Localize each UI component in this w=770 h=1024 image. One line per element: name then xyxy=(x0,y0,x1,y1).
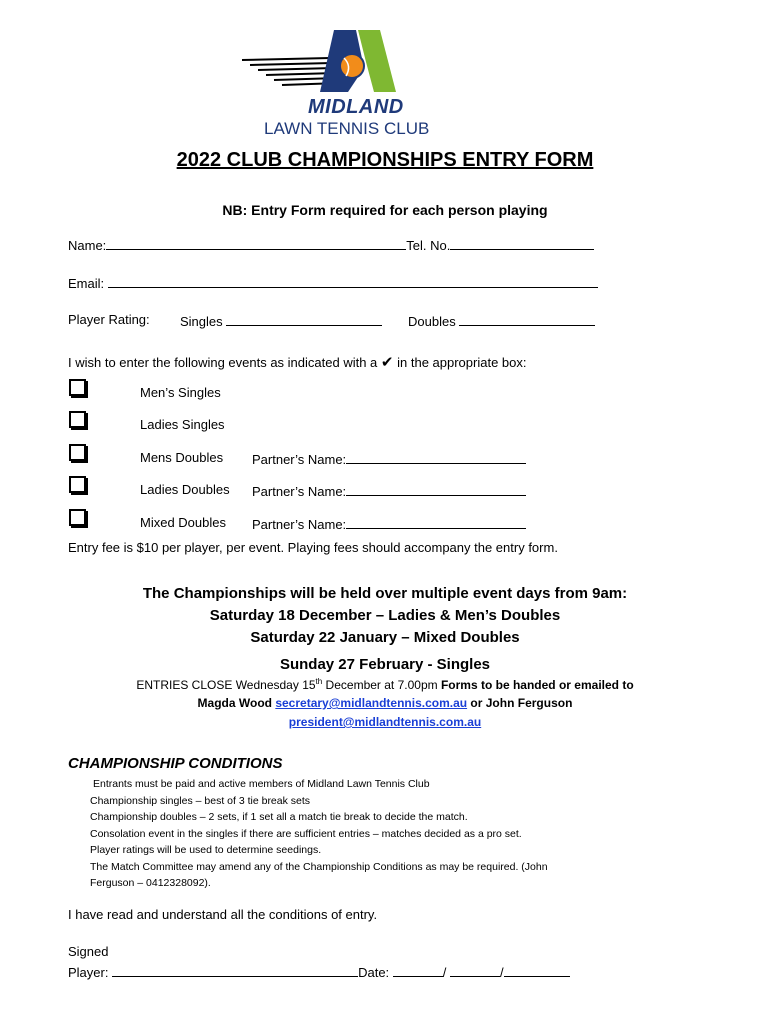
secretary-email-link[interactable]: secretary@midlandtennis.com.au xyxy=(275,696,468,710)
conditions-list xyxy=(90,776,548,892)
signed-label: Signed xyxy=(68,944,109,959)
checkbox-mixed-doubles[interactable] xyxy=(69,509,86,526)
doubles-rating-field[interactable] xyxy=(459,312,595,326)
name-label: Name: xyxy=(68,238,107,253)
partner-label: Partner’s Name: xyxy=(252,517,347,532)
events-intro-suffix: in the appropriate box: xyxy=(397,355,527,370)
singles-rating-field[interactable] xyxy=(226,312,382,326)
condition-item: Entrants must be paid and active members of Midland Lawn Tennis Club xyxy=(93,778,430,790)
singles-rating-label: Singles xyxy=(180,314,223,329)
event-label: Ladies Doubles xyxy=(140,482,230,497)
schedule-day-1: Saturday 18 December – Ladies & Men’s Doubles xyxy=(209,607,561,624)
email-field[interactable] xyxy=(108,274,598,288)
club-subtitle: LAWN TENNIS CLUB xyxy=(264,119,430,138)
email-label: Email: xyxy=(68,276,105,291)
name-field[interactable] xyxy=(106,236,406,250)
date-separator: / xyxy=(500,965,504,980)
condition-item: Championship singles – best of 3 tie break sets xyxy=(90,794,311,807)
event-label: Mens Doubles xyxy=(140,450,224,465)
date-label: Date: xyxy=(358,965,390,980)
partner-name-field[interactable] xyxy=(346,482,526,496)
event-label: Ladies Singles xyxy=(140,417,225,432)
partner-name-field[interactable] xyxy=(346,450,526,464)
doubles-rating-label: Doubles xyxy=(408,314,456,329)
event-label: Mixed Doubles xyxy=(140,515,226,530)
player-signature-field[interactable] xyxy=(112,963,358,977)
condition-item: Ferguson – 0412328092). xyxy=(90,877,211,889)
condition-item: The Match Committee may amend any of the Championship Conditions as may be required. (John xyxy=(90,860,548,873)
partner-label: Partner’s Name: xyxy=(252,484,347,499)
tel-field[interactable] xyxy=(450,236,594,250)
date-separator: / xyxy=(442,965,447,980)
checkmark-icon: ✔ xyxy=(380,354,394,371)
read-conditions-text: I have read and understand all the conditions of entry. xyxy=(68,907,378,922)
conditions-heading: CHAMPIONSHIP CONDITIONS xyxy=(68,755,283,772)
event-label: Men’s Singles xyxy=(140,385,221,400)
entries-close: ENTRIES CLOSE Wednesday 15 xyxy=(136,678,316,692)
player-label: Player: xyxy=(68,965,109,980)
contact-2: or John Ferguson xyxy=(467,696,573,710)
condition-item: Player ratings will be used to determine seedings. xyxy=(90,844,322,856)
events-intro-text: I wish to enter the following events as indicated with a xyxy=(68,355,378,370)
schedule-day-2: Saturday 22 January – Mixed Doubles xyxy=(250,629,520,646)
date-day-field[interactable] xyxy=(393,963,443,977)
contact-1: Magda Wood xyxy=(197,696,276,710)
schedule-day-3: Sunday 27 February - Singles xyxy=(279,656,491,673)
checkbox-ladies-singles[interactable] xyxy=(69,411,86,428)
checkbox-ladies-doubles[interactable] xyxy=(69,476,86,493)
checkbox-mens-singles[interactable] xyxy=(69,379,86,396)
club-logo xyxy=(240,28,460,138)
form-note: NB: Entry Form required for each person playing xyxy=(222,202,548,218)
tel-label: Tel. No. xyxy=(406,238,451,253)
entries-close-suffix: December at 7.00pm xyxy=(322,678,441,692)
form-title: 2022 CLUB CHAMPIONSHIPS ENTRY FORM xyxy=(176,149,594,171)
entry-fee-text: Entry fee is $10 per player, per event. Playing fees should accompany the entry form. xyxy=(68,540,558,555)
entries-close-sup: th xyxy=(315,677,323,686)
condition-item: Championship doubles – 2 sets, if 1 set all a match tie break to decide the match. xyxy=(90,811,468,823)
club-name: MIDLAND xyxy=(308,96,404,118)
condition-item: Consolation event in the singles if there are sufficient entries – matches decided as a pro set. xyxy=(90,827,522,840)
president-email-link[interactable]: president@midlandtennis.com.au xyxy=(288,715,482,729)
partner-label: Partner’s Name: xyxy=(252,452,347,467)
rating-label: Player Rating: xyxy=(68,312,150,327)
schedule-intro: The Championships will be held over multiple event days from 9am: xyxy=(142,585,628,602)
date-year-field[interactable] xyxy=(504,963,570,977)
date-month-field[interactable] xyxy=(450,963,500,977)
checkbox-mens-doubles[interactable] xyxy=(69,444,86,461)
forms-handed-text: Forms to be handed or emailed to xyxy=(440,678,634,692)
partner-name-field[interactable] xyxy=(346,515,526,529)
